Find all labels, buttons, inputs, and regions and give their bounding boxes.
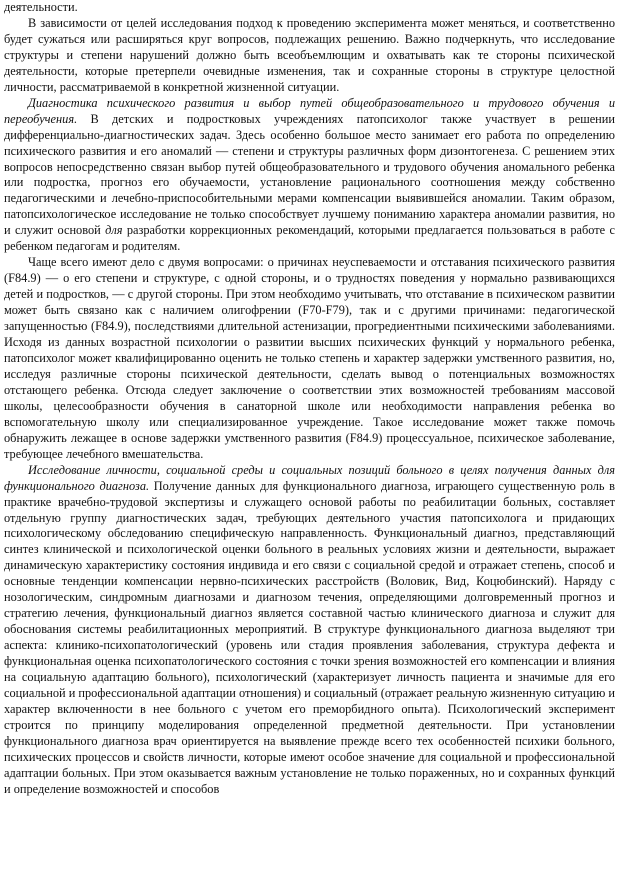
paragraph-development-diagnostics [4,96,615,256]
paragraph-experiment-approach: В зависимости от целей исследования подход к проведению эксперимента может меняться, и соответственно будет сужаться или расширяться круг вопросов, подлежащих решению. Важно подчеркнуть, что исследование структуры и степени нарушений должно быть всеобъемлющим и охватывать как те стороны психической деятельности, которые претерпели очевидные изменения, так и сохранные стороны в структуре целостной личности, рассматриваемой в конкретной жизненной ситуации. [4,15,615,94]
paragraph-fragment: деятельности. [4,0,78,14]
paragraph-underachievement: Чаще всего имеют дело с двумя вопросами: о причинах неуспеваемости и отставания психического развития (F84.9) — о его степени и структуре, с одной стороны, и о трудностях поведения у нормально развивающихся детей и подростков, — с другой стороны. При этом необходимо учитывать, что отставание в психическом развитии может быть связано как с наличием олигофрении (F70-F79), так и с другими причинами: педагогической запущенностью (F84.9), последствиями длительной астенизации, прогредиентными психическими заболеваниями. Исходя из данных возрастной психологии о развитии высших психических функций у нормального ребенка, патопсихолог может квалифицированно оценить не только степень и характер задержки умственного развития, но, исследуя различные стороны психической деятельности, сделать вывод о потенциальных возможностях отстающего ребенка. Отсюда следует заключение о соответствии этих возможностей требованиям массовой школы, целесообразности обучения в санаторной школе или необходимости направления ребенка во вспомогательную школу или специализированное учреждение. Такое исследование может также помочь обнаружить лежащее в основе задержки умственного развития (F84.9) процессуальное, психическое заболевание, требующее лечебного вмешательства. [4,255,615,461]
paragraph-text-continued: разработки коррекционных рекомендаций, которыми предлагается пользоваться в работе с ребенком педагогам и родителям. [4,223,615,254]
paragraph-text: В детских и подростковых учреждениях патопсихолог также участвует в решении дифференциально-диагностических задач. Здесь особенно большое место занимает его работа по определению психического развития и его аномалий — степени и структуры различных форм дизонтогенеза. С решением этих вопросов непосредственно связан выбор путей общеобразовательного и трудового обучения аномального ребенка или подростка, прогноз его обучаемости, установление рационального соотношения между собственно педагогическими и лечебно-приспособительными мерами компенсации выявившейся аномалии. Таким образом, патопсихологическое исследование не только способствует лучшему пониманию характера аномалии развития, но и служит основой [4,111,615,238]
paragraph-emphasis: для [105,223,123,238]
paragraph-functional-diagnosis [4,463,615,798]
paragraph-text: Получение данных для функционального диагноза, играющего существенную роль в практике врачебно-трудовой экспертизы и служащего основой работы по реабилитации больных, составляет отдельную группу диагностических задач, требующих деятельного участия патопсихолога и придающих психологическому обследованию специфическую направленность. Функциональный диагноз, представляющий синтез клинической и психологической оценки больного в реальных условиях жизни и деятельности, выражает динамическую характеристику состояния индивида и его связи с социальной средой и отражает степень, способ и основные тенденции компенсации нервно-психических расстройств (Воловик, Вид, Коцюбинский). Наряду с нозологическим, синдромным диагнозами и диагнозом течения, определяющими долговременный прогноз и стратегию лечения, функциональный диагноз является составной частью клинического диагноза и служит для обоснования системы реабилитационных мероприятий. В структуре функционального диагноза выделяют три аспекта: клинико-психопатологический (уровень или стадия проявления заболевания, структура дефекта и функциональная оценка психопатологического состояния с точки зрения возможностей его компенсации и влияния на социальную адаптацию больного), психологический (характеризует личность пациента и значимые для его социальной и профессиональной адаптации отношения) и социальный (отражает реальную жизненную ситуацию и характер включенности в нее больного с учетом его преморбидного опыта). Психологический эксперимент строится по принципу моделирования определенной предметной деятельности. При установлении функционального диагноза врач ориентируется на выявление прежде всего тех особенностей психики больного, психических процессов и свойств личности, которые имеют особое значение для социальной и профессиональной адаптации больных. При этом оказывается важным установление не только пораженных, но и сохранных функций и определение возможностей и способов [4,478,615,796]
section-heading-development-diagnostics: Диагностика психического развития и выбор путей общеобразовательного и трудового обучения и переобучения. [4,95,615,126]
section-heading-functional-diagnosis: Исследование личности, социальной среды и социальных позиций больного в целях получения данных для функционального диагноза. [4,462,615,493]
